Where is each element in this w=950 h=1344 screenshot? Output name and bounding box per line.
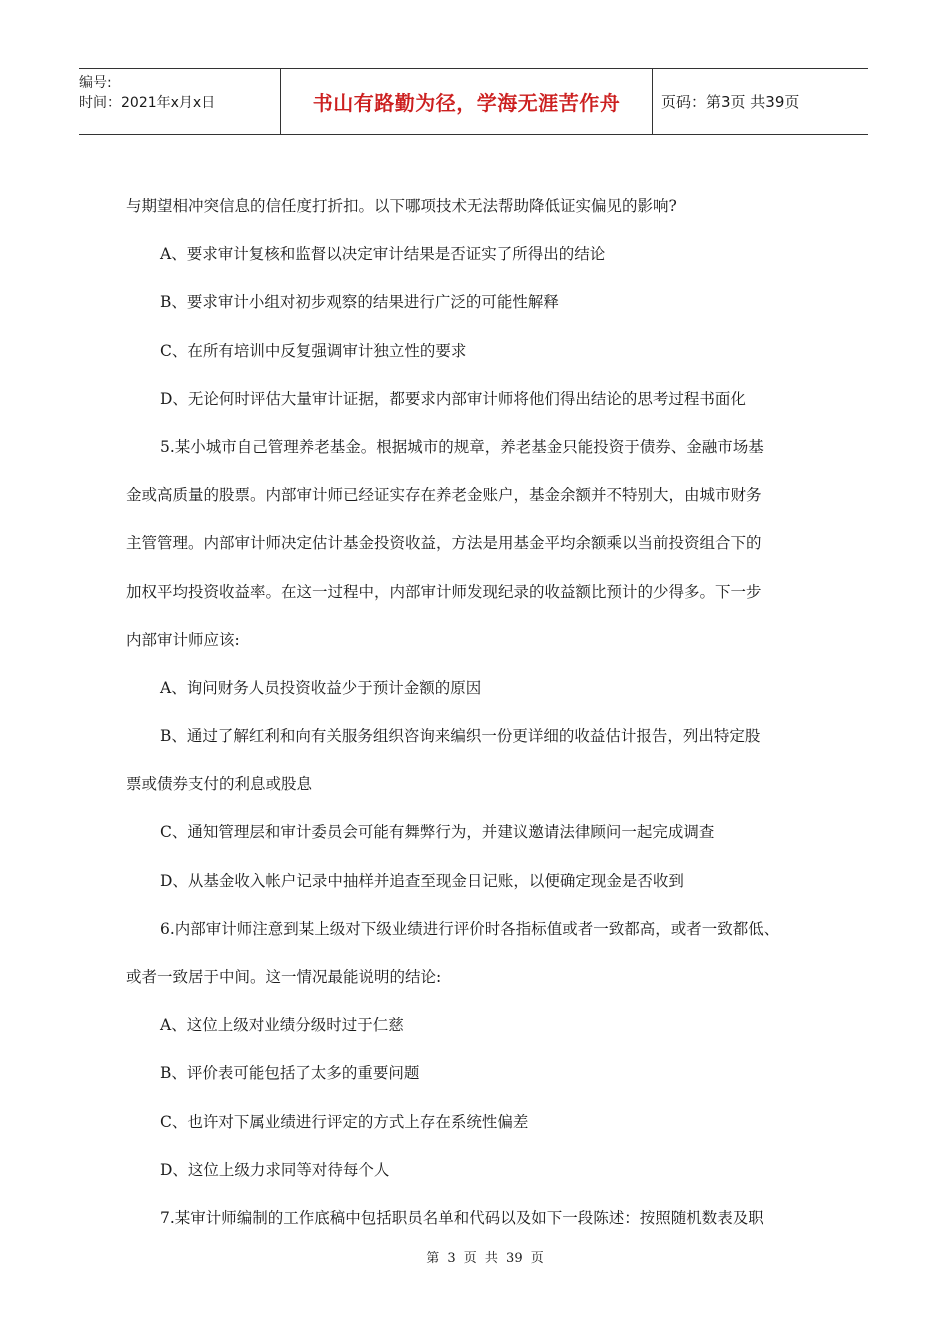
option-line: C、也许对下属业绩进行评定的方式上存在系统性偏差 bbox=[160, 1112, 529, 1131]
text-line: 内部审计师应该: bbox=[126, 630, 240, 649]
option-line: A、这位上级对业绩分级时过于仁慈 bbox=[160, 1016, 404, 1035]
option-line: D、这位上级力求同等对待每个人 bbox=[160, 1160, 390, 1179]
text-line: 与期望相冲突信息的信任度打折扣。以下哪项技术无法帮助降低证实偏见的影响? bbox=[126, 197, 677, 215]
option-line: B、要求审计小组对初步观察的结果进行广泛的可能性解释 bbox=[160, 293, 559, 312]
option-line: B、评价表可能包括了太多的重要问题 bbox=[160, 1064, 420, 1083]
option-line: D、从基金收入帐户记录中抽样并追查至现金日记账，以便确定现金是否收到 bbox=[160, 871, 684, 890]
header-motto: 书山有路勤为径，学海无涯苦作舟 bbox=[281, 69, 653, 134]
code-label: 编号: bbox=[79, 75, 112, 91]
header-page-info: 页码：第3页 共39页 bbox=[661, 93, 800, 111]
option-line: B、通过了解红利和向有关服务组织咨询来编织一份更详细的收益估计报告，列出特定股 bbox=[160, 727, 761, 746]
text-line: 金或高质量的股票。内部审计师已经证实存在养老金账户，基金余额并不特别大，由城市财务 bbox=[126, 486, 762, 505]
option-line: A、询问财务人员投资收益少于预计金额的原因 bbox=[160, 678, 482, 697]
option-line: D、无论何时评估大量审计证据，都要求内部审计师将他们得出结论的思考过程书面化 bbox=[160, 389, 746, 408]
text-line: 加权平均投资收益率。在这一过程中，内部审计师发现纪录的收益额比预计的少得多。下一步 bbox=[126, 582, 762, 601]
question-line: 6.内部审计师注意到某上级对下级业绩进行评价时各指标值或者一致都高，或者一致都低、 bbox=[160, 919, 780, 938]
time-label: 时间：2021年x月x日 bbox=[79, 95, 216, 111]
option-line: C、通知管理层和审计委员会可能有舞弊行为，并建议邀请法律顾问一起完成调查 bbox=[160, 823, 715, 842]
question-line: 7.某审计师编制的工作底稿中包括职员名单和代码以及如下一段陈述：按照随机数表及职 bbox=[160, 1208, 764, 1227]
option-line: A、要求审计复核和监督以决定审计结果是否证实了所得出的结论 bbox=[160, 245, 606, 264]
text-line: 票或债券支付的利息或股息 bbox=[126, 775, 313, 794]
text-line: 或者一致居于中间。这一情况最能说明的结论: bbox=[126, 968, 442, 986]
document-body bbox=[126, 182, 838, 1242]
option-line: C、在所有培训中反复强调审计独立性的要求 bbox=[160, 341, 467, 360]
question-line: 5.某小城市自己管理养老基金。根据城市的规章，养老基金只能投资于债券、金融市场基 bbox=[160, 437, 764, 456]
header-meta bbox=[79, 69, 281, 134]
text-line: 主管管理。内部审计师决定估计基金投资收益，方法是用基金平均余额乘以当前投资组合下的 bbox=[126, 534, 762, 553]
page-footer: 第 3 页 共 39 页 bbox=[426, 1251, 544, 1266]
page-header bbox=[79, 68, 868, 135]
